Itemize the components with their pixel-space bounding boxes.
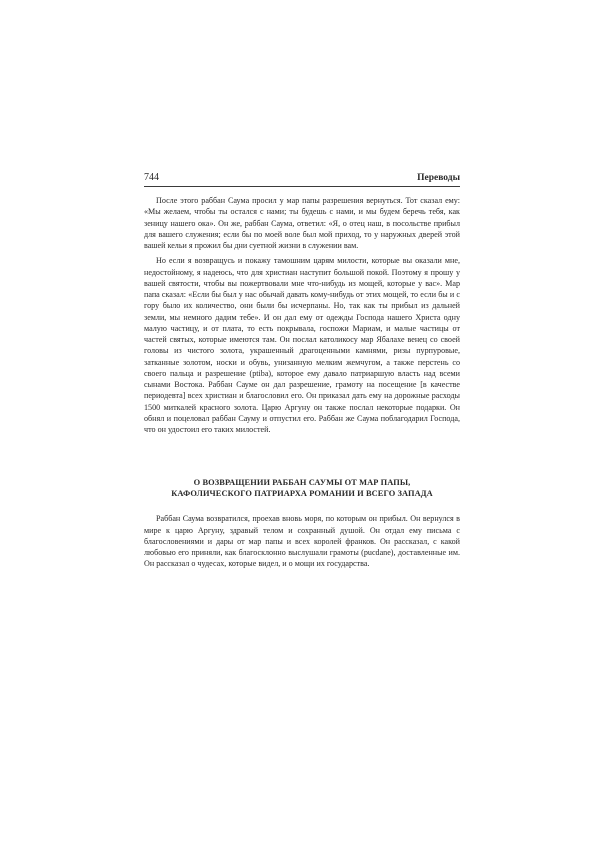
chapter-heading (144, 477, 460, 499)
section-title: Переводы (417, 173, 460, 183)
chapter-heading-line: О ВОЗВРАЩЕНИИ РАББАН САУМЫ ОТ МАР ПАПЫ, (193, 478, 411, 488)
running-header (144, 172, 460, 187)
paragraph: Но если я возвращусь и покажу тамошним царям милости, которые вы оказали мне, недостойному, я надеюсь, что для христиан наступит большой покой. Поэтому я прошу у вашей святости, чтобы вы пожертвовали мне что-нибудь из мощей, которые у вас». Мар папа сказал: «Если бы был у нас обычай давать кому-нибудь от этих мощей, то если бы и с гору было их количество, они были бы исчерпаны. Но, так как ты прибыл из дальней земли, мы немного дадим тебе». И он дал ему от одежды Господа нашего Христа одну малую частицу, и от плата, то есть покрывала, госпожи Мариам, и малые частицы от частей святых, которые имеются там. Он послал католикосу мар Ябалахе венец со своей головы из чистого золота, украшенный драгоценными камнями, ризы пурпуровые, затканные золотом, носки и обувь, унизанную мелким жемчугом, а также перстень со своего пальца и разрешение (ptiba), которое ему давало патриаршую власть над всеми сынами Востока. Раббан Сауме он дал разрешение, грамоту на посещение [в качестве периодевта] всех христиан и благословил его. Он приказал дать ему на дорожные расходы 1500 миткалей красного золота. Царю Аргуну он также послал некоторые подарки. Он обнял и поцеловал раббан Сауму и отпустил его. Раббан же Саума поблагодарил Господа, что он удостоил его таких милостей. (144, 256, 460, 434)
page-number: 744 (144, 172, 159, 183)
chapter-heading-line: КАФОЛИЧЕСКОГО ПАТРИАРХА РОМАНИИ И ВСЕГО ЗАПАДА (171, 489, 433, 499)
paragraph: Раббан Саума возвратился, проехав вновь моря, по которым он прибыл. Он вернулся в мире к царю Аргуну, здравый телом и сохранный душой. Он отдал ему письма с благословениями и дары от мар папы и всех королей франков. Он рассказал, с какой любовью его приняли, как благосклонно выслушали грамоты (pucdane), доставленные им. Он рассказал о чудесах, которые видел, и о мощи их государства. (144, 514, 460, 569)
paragraph: После этого раббан Саума просил у мар папы разрешения вернуться. Тот сказал ему: «Мы желаем, чтобы ты остался с нами; ты будешь с нами, и мы будем беречь тебя, как зеницу нашего ока». Он же, раббан Саума, ответил: «Я, о отец наш, в посольстве прибыл для вашего служения; если бы по моей воле был мой приход, то у наружных дверей этой вашей кельи я прожил бы дни суетной жизни в служении вам. (144, 196, 460, 250)
book-page (144, 172, 460, 574)
body-text (144, 195, 460, 570)
